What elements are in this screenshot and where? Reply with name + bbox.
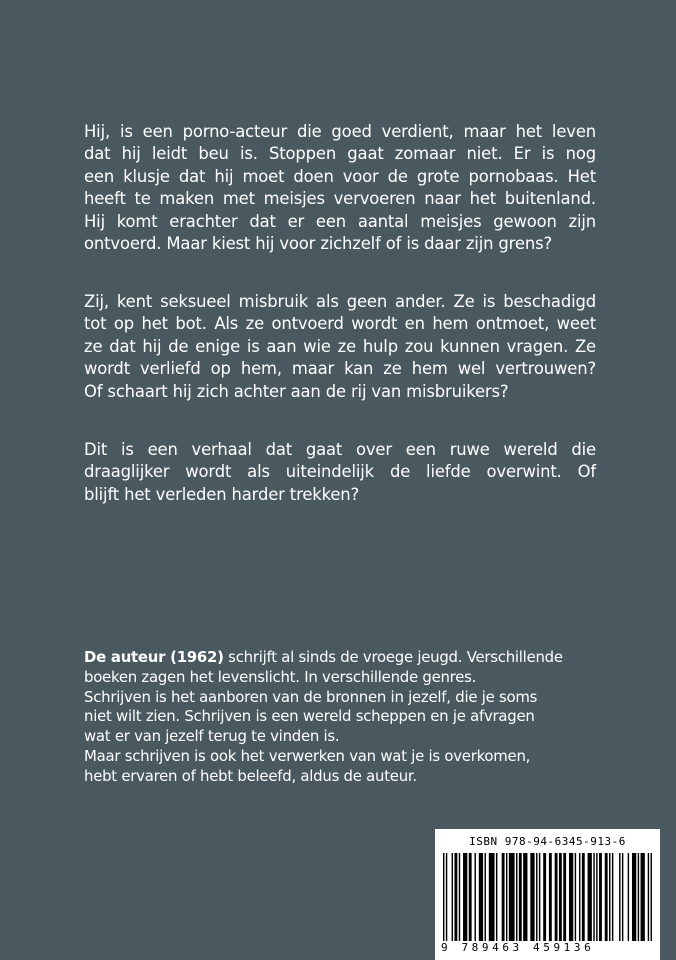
barcode-bar xyxy=(593,853,594,941)
blurb-p3-line: blijft het verleden harder trekken? xyxy=(84,484,360,504)
barcode-bar xyxy=(474,853,475,941)
barcode-bar xyxy=(502,853,505,941)
barcode-bar xyxy=(582,853,585,941)
barcode-bar xyxy=(651,853,652,941)
barcode-bar xyxy=(596,853,597,941)
barcode-bar xyxy=(563,853,566,941)
blurb-p1-line: heeft te maken met meisjes vervoeren naar het buitenland. xyxy=(84,189,596,209)
barcode-bar xyxy=(638,853,639,941)
barcode-bar xyxy=(569,853,573,941)
author-label: De auteur (1962) xyxy=(84,648,224,666)
blurb-p2-line: wordt verliefd op hem, maar kan ze hem wel vertrouwen? xyxy=(84,359,596,379)
barcode-bar xyxy=(605,853,608,941)
blurb-p2-line: ze dat hij de enige is aan wie ze hulp zou kunnen vragen. Ze xyxy=(84,336,596,356)
barcode-bar xyxy=(443,853,444,941)
barcode-bar xyxy=(543,853,546,941)
blurb-p1-line: Hij komt erachter dat er een aantal meisjes gewoon zijn xyxy=(84,211,596,231)
barcode-bar xyxy=(485,853,486,941)
barcode-bar xyxy=(516,853,517,941)
blurb-paragraph-2 xyxy=(84,291,596,403)
barcode-bar xyxy=(599,853,602,941)
barcode-bar xyxy=(530,853,534,941)
blurb-p1-line: Hij, is een porno-acteur die goed verdient, maar het leven xyxy=(84,122,596,141)
barcode-bar xyxy=(648,853,649,941)
barcode-bar xyxy=(622,853,623,941)
barcode-bars xyxy=(443,853,652,941)
barcode-bar xyxy=(609,853,610,941)
blurb-p2-line: Of schaart hij zich achter aan de rij van misbruikers? xyxy=(84,381,509,401)
barcode-bar xyxy=(479,853,483,941)
blurb-paragraph-3 xyxy=(84,439,596,506)
barcode-bar xyxy=(506,853,507,941)
blurb-p2-line: tot op het bot. Als ze ontvoerd wordt en hem ontmoet, weet xyxy=(84,314,596,334)
isbn-text: ISBN 978-94-6345-913-6 xyxy=(469,835,626,848)
blurb-p1-line: een klusje dat hij moet doen voor de grote pornobaas. Het xyxy=(84,166,596,186)
author-bio-line: Schrijven is het aanboren van de bronnen in jezelf, die je soms xyxy=(84,687,538,706)
barcode-digits: 9 789463 459136 xyxy=(441,941,595,954)
barcode-bar xyxy=(641,853,645,941)
author-bio-line: wat er van jezelf terug te vinden is. xyxy=(84,727,340,746)
blurb-p1-line: dat hij leidt beu is. Stoppen gaat zomaar niet. Er is nog xyxy=(84,144,596,164)
barcode-bar xyxy=(446,853,447,941)
isbn-barcode xyxy=(435,829,660,960)
barcode-bar xyxy=(632,853,636,941)
barcode-bar xyxy=(519,853,522,941)
author-bio xyxy=(84,648,600,787)
barcode-bar xyxy=(454,853,457,941)
barcode-bar xyxy=(459,853,460,941)
barcode-bar xyxy=(575,853,576,941)
barcode-bar xyxy=(619,853,620,941)
barcode-bar xyxy=(628,853,629,941)
barcode-bar xyxy=(559,853,562,941)
barcode-bar xyxy=(549,853,552,941)
blurb-p2-line: Zij, kent seksueel misbruik als geen ander. Ze is beschadigd xyxy=(84,292,596,311)
blurb-p3-line: Dit is een verhaal dat gaat over een ruwe wereld die xyxy=(84,440,596,459)
barcode-bar xyxy=(496,853,497,941)
barcode-bar xyxy=(579,853,580,941)
blurb-p1-line: ontvoerd. Maar kiest hij voor zichzelf of is daar zijn grens? xyxy=(84,234,553,254)
barcode-bar xyxy=(612,853,613,941)
author-bio-line: Maar schrijven is ook het verwerken van wat je is overkomen, xyxy=(84,746,531,765)
author-bio-line: boeken zagen het levenslicht. In verschillende genres. xyxy=(84,667,477,686)
author-bio-line: niet wilt zien. Schrijven is een wereld scheppen en je afvragen xyxy=(84,707,535,726)
barcode-bar xyxy=(539,853,540,941)
barcode-bar xyxy=(469,853,472,941)
blurb-paragraph-1 xyxy=(84,121,596,255)
barcode-bar xyxy=(489,853,495,941)
barcode-bar xyxy=(523,853,527,941)
author-bio-line: schrijft al sinds de vroege jeugd. Verschillende xyxy=(223,648,563,666)
barcode-bar xyxy=(509,853,515,941)
barcode-bar xyxy=(555,853,558,941)
barcode-bar xyxy=(463,853,467,941)
barcode-bar xyxy=(452,853,453,941)
barcode-bar xyxy=(536,853,537,941)
blurb-p3-line: draaglijker wordt als uiteindelijk de liefde overwint. Of xyxy=(84,462,596,482)
barcode-bar xyxy=(588,853,592,941)
author-bio-line: hebt ervaren of hebt beleefd, aldus de auteur. xyxy=(84,766,417,785)
